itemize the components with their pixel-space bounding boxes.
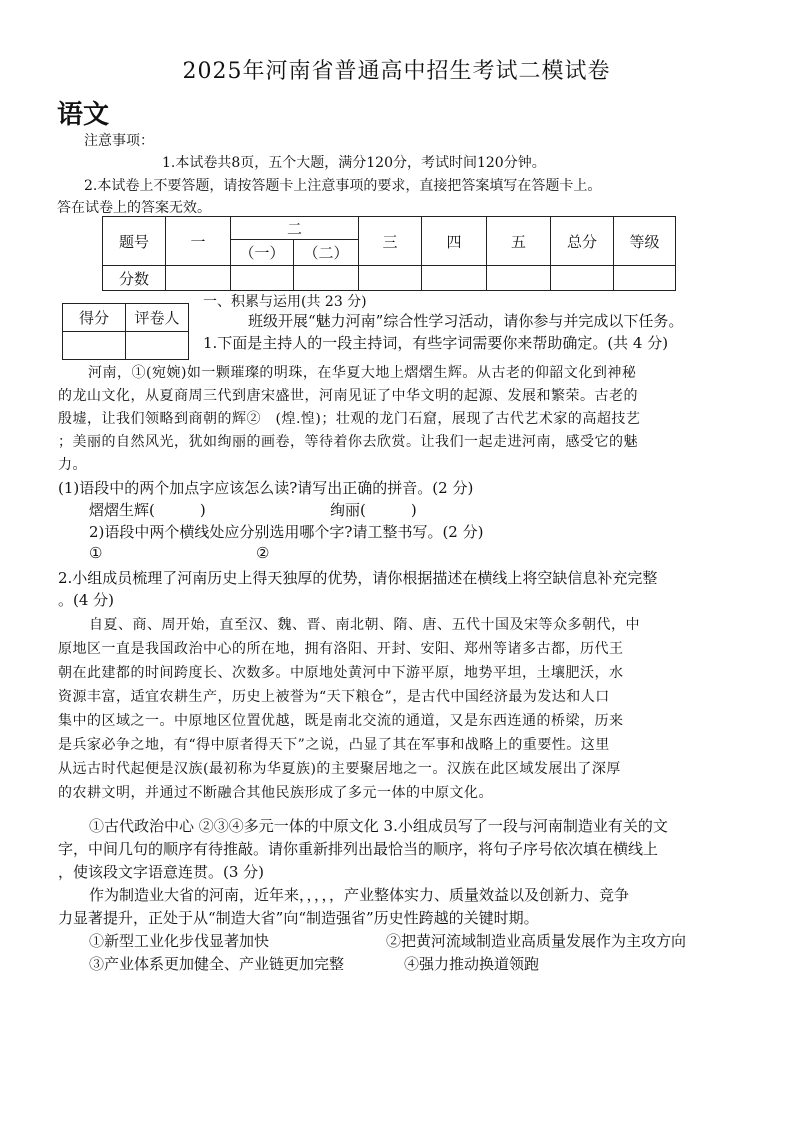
passage-2-line: 原地区一直是我国政治中心的所在地，拥有洛阳、开封、安阳、郑州等诸多古都，历代王 <box>58 641 624 657</box>
passage-2-line: 集中的区域之一。中原地区位置优越，既是南北交流的通道，又是东西连通的桥梁，历来 <box>58 713 624 729</box>
passage-2-line: 朝在此建都的时间跨度长、次数多。中原地处黄河中下游平原，地势平坦，土壤肥沃，水 <box>58 665 624 681</box>
score-col-2a: （一） <box>231 240 294 266</box>
question-3: ①古代政治中心 ②③④多元一体的中原文化 3.小组成员写了一段与河南制造业有关的文 <box>89 817 668 835</box>
passage-1-line: 的龙山文化，从夏商周三代到唐宋盛世，河南见证了中华文明的起源、发展和繁荣。古老的 <box>58 388 638 404</box>
question-2: 2.小组成员梳理了河南历史上得天独厚的优势，请你根据描述在横线上将空缺信息补充完整 <box>58 569 658 587</box>
passage-2-line: 的农耕文明，并通过不断融合其他民族形成了多元一体的中原文化。 <box>58 785 493 801</box>
score-col-2b: （二） <box>294 240 359 266</box>
score-row-label: 分数 <box>103 266 166 291</box>
grader-score-cell <box>63 332 126 360</box>
score-cell <box>359 266 422 291</box>
grader-score-label: 得分 <box>63 304 126 332</box>
notice-item-1: 1.本试卷共8页，五个大题，满分120分，考试时间120分钟。 <box>162 155 546 171</box>
passage-2-line: 从远古时代起便是汉族(最初称为华夏族)的主要聚居地之一。汉族在此区域发展出了深厚 <box>58 761 621 777</box>
score-cell <box>551 266 614 291</box>
passage-1-line: 殷墟，让我们领略到商朝的辉② (煌.惶)；壮观的龙门石窟，展现了古代艺术家的高超技艺 <box>58 411 641 427</box>
score-cell <box>231 266 294 291</box>
question-1-1-b: 绚丽( ) <box>330 501 417 519</box>
notice-item-2: 2.本试卷上不要答题，请按答题卡上注意事项的要求，直接把答案填写在答题卡上。 <box>84 178 602 194</box>
score-table <box>102 216 676 291</box>
passage-1-line: 河南，①(宛婉)如一颗璀璨的明珠，在华夏大地上熠熠生辉。从古老的仰韶文化到神秘 <box>88 365 637 381</box>
question-3-cont: 字，中间几句的顺序有待推敲。请你重新排列出最恰当的顺序，将句子序号依次填在横线上 <box>58 840 659 858</box>
grader-name-cell <box>126 332 189 360</box>
section-1-intro: 班级开展“魅力河南”综合性学习活动，请你参与并完成以下任务。 <box>248 312 684 330</box>
score-col-4: 四 <box>422 217 487 266</box>
score-col-3: 三 <box>359 217 422 266</box>
grader-table <box>62 303 189 360</box>
exam-title: 2025年河南省普通高中招生考试二模试卷 <box>182 59 611 84</box>
passage-2-line: 资源丰富，适宜农耕生产，历史上被誉为“天下粮仓”，是古代中国经济最为发达和人口 <box>58 689 610 705</box>
question-1: 1.下面是主持人的一段主持词，有些字词需要你来帮助确定。(共 4 分) <box>203 334 669 352</box>
score-cell <box>294 266 359 291</box>
option-3: ③产业体系更加健全、产业链更加完整 <box>89 955 345 973</box>
score-cell <box>166 266 231 291</box>
notice-heading: 注意事项： <box>84 133 154 149</box>
subject-label: 语文 <box>57 100 110 130</box>
question-2-cont: 。(4 分) <box>58 591 115 609</box>
passage-2-line: 是兵家必争之地，有“得中原者得天下”之说，凸显了其在军事和战略上的重要性。这里 <box>58 737 610 753</box>
question-1-2: 2)语段中两个横线处应分别选用哪个字?请工整书写。(2 分) <box>89 523 484 541</box>
option-4: ④强力推动换道领跑 <box>404 955 540 973</box>
grader-name-label: 评卷人 <box>126 304 189 332</box>
score-table-header-label: 题号 <box>103 217 166 266</box>
question-1-1: (1)语段中的两个加点字应该怎么读?请写出正确的拼音。(2 分) <box>58 479 474 497</box>
passage-1-line: ；美丽的自然风光，犹如绚丽的画卷，等待着你去欣赏。让我们一起走进河南，感受它的魅 <box>58 434 638 450</box>
option-2: ②把黄河流域制造业高质量发展作为主攻方向 <box>386 932 687 950</box>
score-cell <box>422 266 487 291</box>
score-cell <box>487 266 551 291</box>
question-1-1-a: 熠熠生辉( ) <box>89 501 206 519</box>
score-col-5: 五 <box>487 217 551 266</box>
question-1-2-a: ① <box>89 544 103 562</box>
question-3-cont: ，使该段文字语意连贯。(3 分) <box>58 863 265 881</box>
score-col-1: 一 <box>166 217 231 266</box>
question-1-2-b: ② <box>256 544 270 562</box>
passage-2-line: 自夏、商、周开始，直至汉、魏、晋、南北朝、隋、唐、五代十国及宋等众多朝代，中 <box>89 617 640 633</box>
notice-item-2-cont: 答在试卷上的答案无效。 <box>57 200 211 216</box>
section-1-heading: 一、积累与运用(共 23 分) <box>203 294 367 310</box>
score-col-total: 总分 <box>551 217 614 266</box>
score-col-grade: 等级 <box>614 217 676 266</box>
option-1: ①新型工业化步伐显著加快 <box>89 932 270 950</box>
question-3-text-cont: 力显著提升，正处于从“制造大省”向“制造强省”历史性跨越的关键时期。 <box>58 909 539 927</box>
passage-1-line: 力。 <box>58 457 87 473</box>
score-cell <box>614 266 676 291</box>
question-3-text: 作为制造业大省的河南，近年来，，，，，产业整体实力、质量效益以及创新力、竞争 <box>89 886 630 904</box>
score-col-2: 二 <box>231 217 359 240</box>
